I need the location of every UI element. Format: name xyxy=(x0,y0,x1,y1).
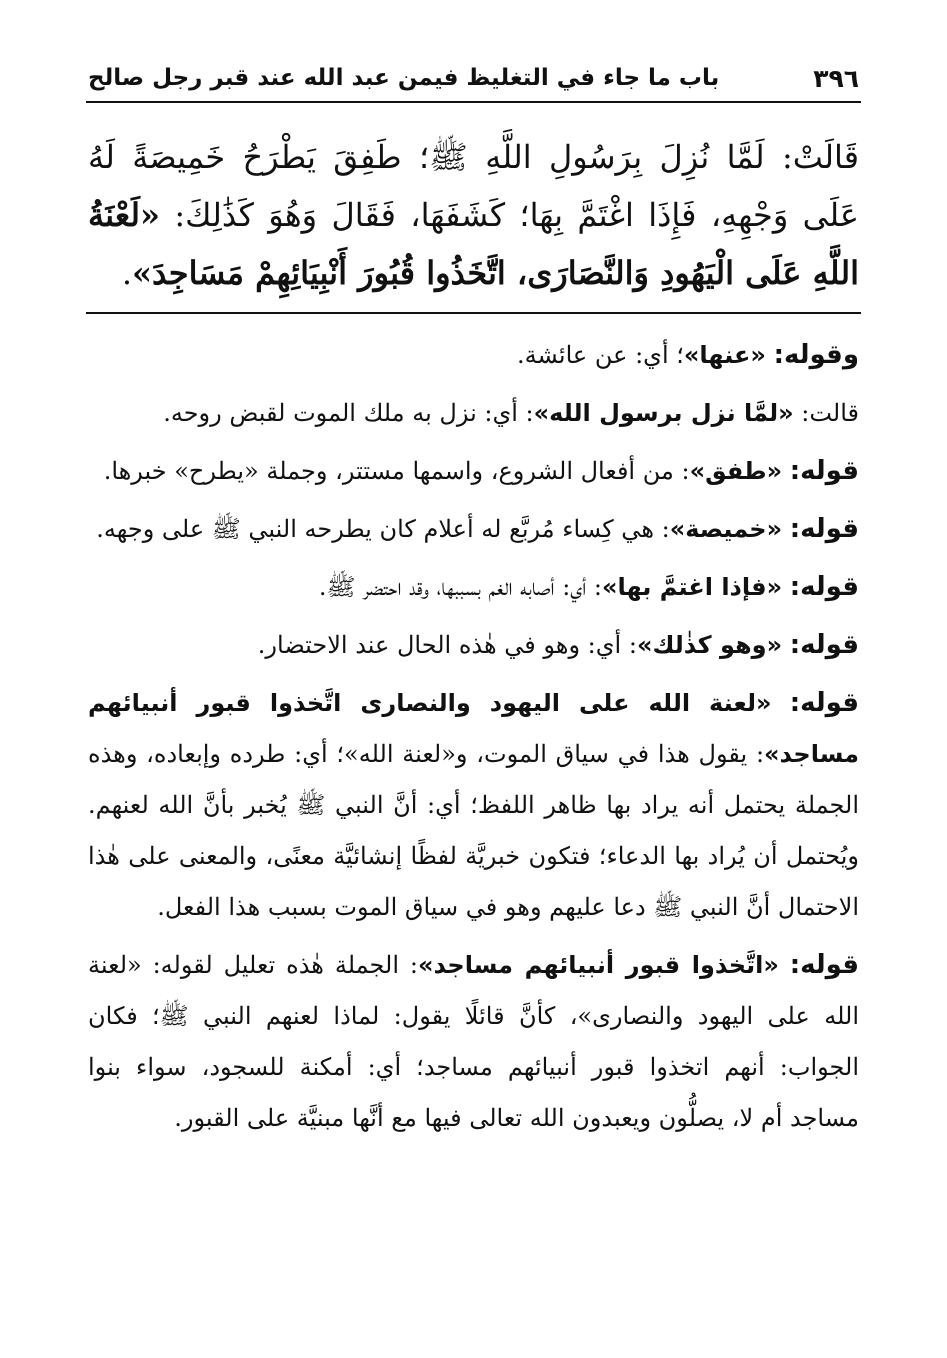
page-number: ٣٩٦ xyxy=(813,63,859,93)
commentary-paragraph xyxy=(88,388,859,439)
paragraph-lead: وقوله: xyxy=(773,340,859,370)
paragraph-text: ؛ أي: عن عائشة. xyxy=(517,341,684,369)
paragraph-lead: قوله: xyxy=(789,572,859,602)
paragraph-text: : يقول هذا في سياق الموت، و«لعنة الله»؛ أي: طرده وإبعاده، وهذه الجملة يحتمل أنه يراد بها ظاهر اللفظ؛ أي: أنَّ النبي ﷺ يُخبر بأنَّ الله لعنهم. ويُحتمل أن يُراد بها الدعاء؛ فتكون خبريَّة لفظًا إنشائيَّة معنًى، والمعنى على هٰذا الاحتمال أنَّ النبي ﷺ دعا عليهم وهو في سياق الموت بسبب هذا الفعل. xyxy=(88,740,859,921)
commentary-paragraph xyxy=(88,940,859,1144)
paragraph-text: : أي: وهو في هٰذه الحال عند الاحتضار. xyxy=(257,631,637,659)
commentary-paragraph xyxy=(88,446,859,497)
paragraph-text: : هي كِساء مُربَّع له أعلام كان يطرحه النبي ﷺ على وجهه. xyxy=(96,515,670,543)
paragraph-key: «فإذا اغتمَّ بها» xyxy=(602,573,783,601)
header-rule xyxy=(86,101,861,103)
paragraph-lead: قوله: xyxy=(789,688,859,718)
paragraph-lead: قالت: xyxy=(801,399,859,427)
hadith-part1: قَالَتْ: لَمَّا نُزِلَ بِرَسُولِ اللَّهِ ﷺ؛ طَفِقَ يَطْرَحُ خَمِيصَةً لَهُ عَلَى وَجْهِهِ، فَإِذَا اغْتَمَّ بِهَا؛ كَشَفَهَا، فَقَالَ وَهُوَ كَذَٰلِكَ: xyxy=(88,138,860,234)
commentary-paragraph xyxy=(88,330,859,381)
paragraph-text: : أي: نزل به ملك الموت لقبض روحه. xyxy=(163,399,534,427)
section-divider xyxy=(86,312,861,314)
hadith-text xyxy=(88,128,859,302)
paragraph-key: «وهو كذٰلك» xyxy=(636,631,783,659)
hadith-end: . xyxy=(121,254,132,292)
chapter-title: باب ما جاء في التغليظ فيمن عبد الله عند قبر رجل صالح xyxy=(88,65,720,91)
paragraph-text: : الجملة هٰذه تعليل لقوله: «لعنة الله على اليهود والنصارى»، كأنَّ قائلًا يقول: لماذا لعنهم النبي ﷺ؛ فكان الجواب: أنهم اتخذوا قبور أنبيائهم مساجد؛ أي: أمكنة للسجود، سواء بنوا مساجد أم لا، يصلُّون ويعبدون الله تعالى فيها مع أنَّها مبنيَّة على القبور. xyxy=(88,951,860,1132)
running-header xyxy=(88,58,859,98)
paragraph-lead: قوله: xyxy=(789,456,859,486)
paragraph-lead: قوله: xyxy=(789,950,859,980)
paragraph-key: «لمَّا نزل برسول الله» xyxy=(533,399,794,427)
paragraph-text: : أي: أصابه الغم بسببها، وقد احتضر ﷺ. xyxy=(318,573,602,601)
commentary xyxy=(88,330,859,1151)
commentary-paragraph xyxy=(88,562,859,613)
paragraph-key: «طفق» xyxy=(689,457,783,485)
paragraph-lead: قوله: xyxy=(789,630,859,660)
paragraph-key: «اتَّخذوا قبور أنبيائهم مساجد» xyxy=(418,951,779,979)
commentary-paragraph xyxy=(88,504,859,555)
paragraph-key: «عنها» xyxy=(683,341,766,369)
paragraph-key: «لعنة الله على اليهود والنصارى اتَّخذوا قبور أنبيائهم مساجد» xyxy=(88,689,859,768)
commentary-paragraph xyxy=(88,620,859,671)
paragraph-lead: قوله: xyxy=(789,514,859,544)
paragraph-text: : من أفعال الشروع، واسمها مستتر، وجملة «يطرح» خبرها. xyxy=(103,457,690,485)
hadith-quote: «لَعْنَةُ اللَّهِ عَلَى الْيَهُودِ وَالنَّصَارَى، اتَّخَذُوا قُبُورَ أَنْبِيَائِهِمْ مَسَاجِدَ» xyxy=(88,196,859,292)
paragraph-key: «خميصة» xyxy=(669,515,783,543)
commentary-paragraph xyxy=(88,678,859,933)
